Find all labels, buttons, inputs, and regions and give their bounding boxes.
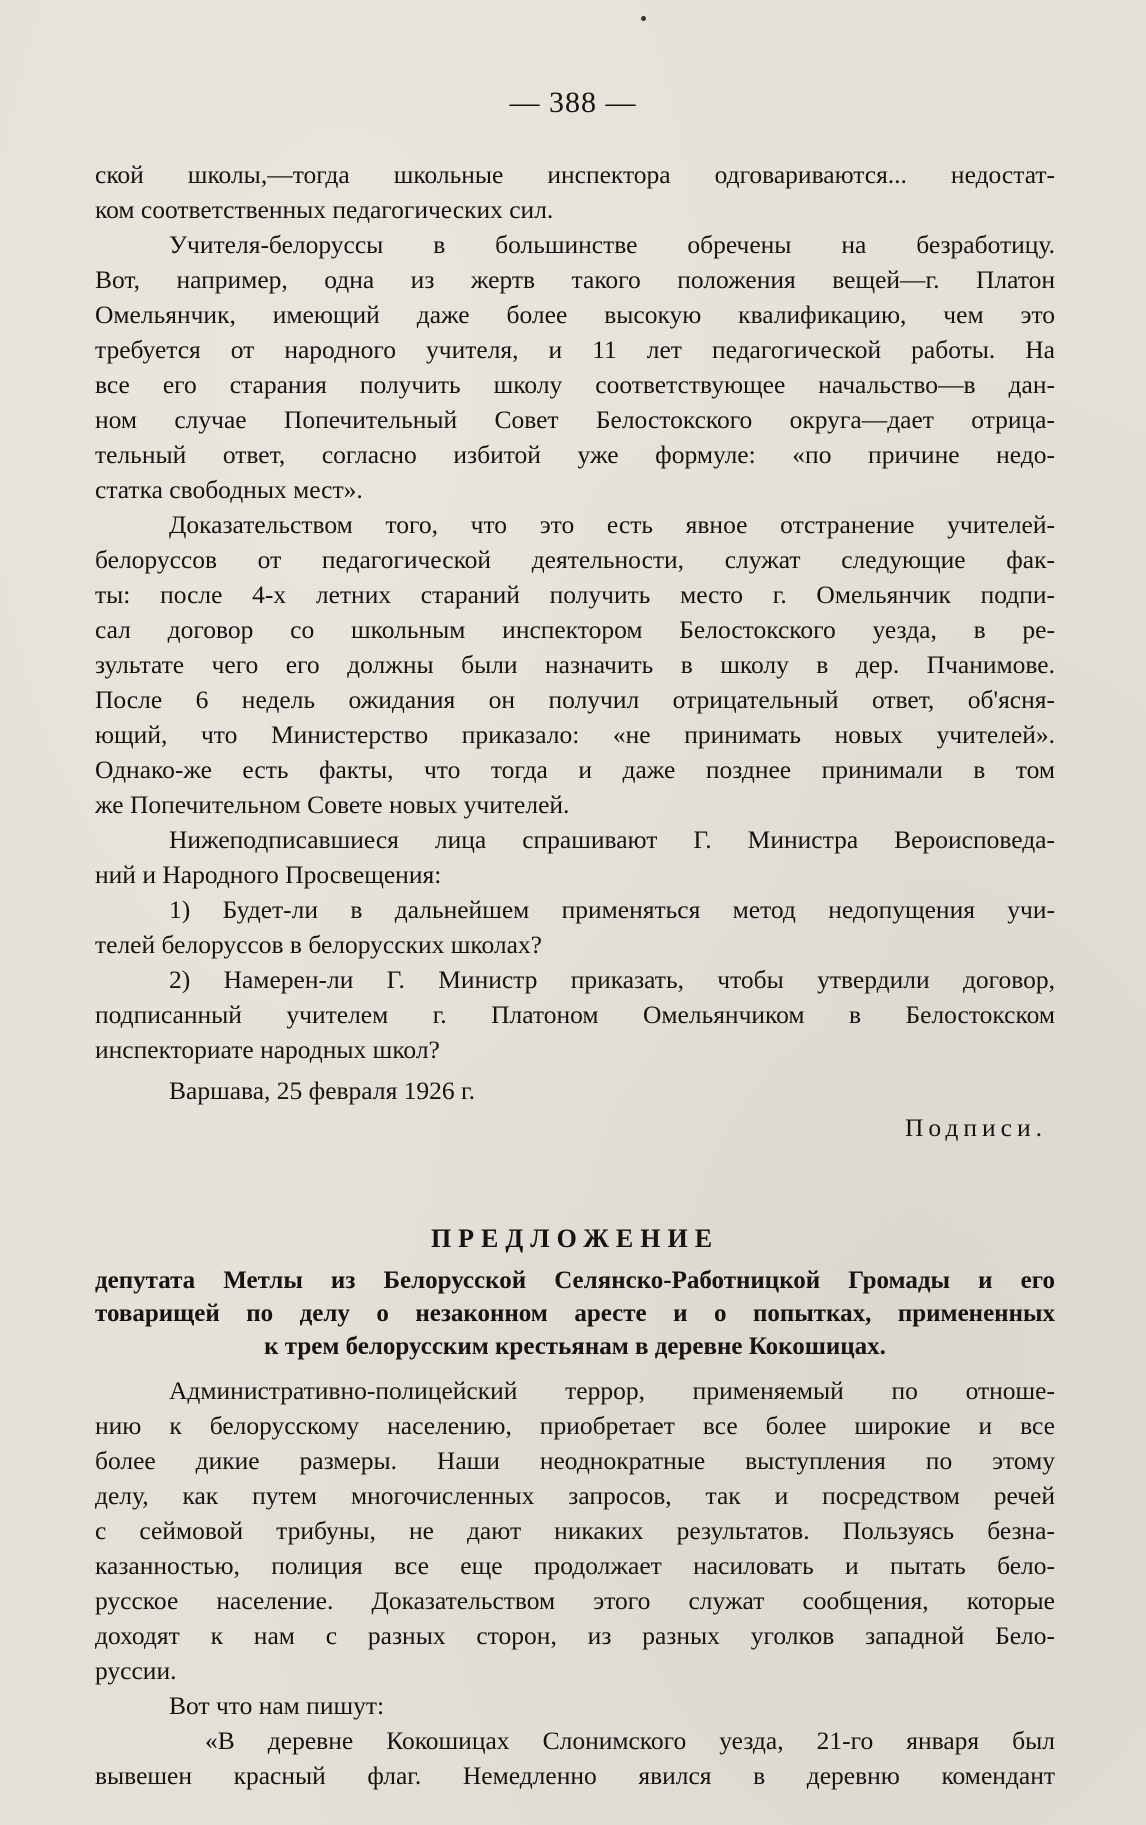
text-line: зультате чего его должны были назначить в школу в дер. Пчанимове. [95, 650, 1055, 679]
paragraph-start: Административно-полицейский террор, применяемый по отноше- [169, 1376, 1055, 1405]
text-line: доходят к нам с разных сторон, из разных уголков западной Бело- [95, 1621, 1055, 1650]
text-line: вывешен красный флаг. Немедленно явился в деревню комендант [95, 1761, 1055, 1790]
text-line: ком соответственных педагогических сил. [95, 195, 554, 224]
text-line: статка свободных мест». [95, 475, 363, 504]
text-line: подписанный учителем г. Платоном Омельянчиком в Белостокском [95, 1000, 1055, 1029]
text-line: сал договор со школьным инспектором Белостокского уезда, в ре- [95, 615, 1055, 644]
proposal-subheading [95, 1264, 1055, 1363]
page-number: — 388 — [509, 86, 637, 119]
text-line: ты: после 4-х летних стараний получить место г. Омельянчик подпи- [95, 580, 1055, 609]
text-line: нию к белорусскому населению, приобретает все более широкие и все [95, 1411, 1055, 1440]
text-line: тельный ответ, согласно избитой уже формуле: «по причине недо- [95, 440, 1055, 469]
text-line: После 6 недель ожидания он получил отрицательный ответ, об'ясня- [95, 685, 1055, 714]
text-line: Однако-же есть факты, что тогда и даже позднее принимали в том [95, 755, 1055, 784]
text-line: ющий, что Министерство приказало: «не принимать новых учителей». [95, 720, 1055, 749]
text-line: ний и Народного Просвещения: [95, 860, 442, 889]
text-line: же Попечительном Совете новых учителей. [95, 790, 570, 819]
proposal-body [95, 1373, 1055, 1793]
text-line: Омельянчик, имеющий даже более высокую квалификацию, чем это [95, 300, 1055, 329]
subheading-line: товарищей по делу о незаконном аресте и о попытках, примененных [95, 1300, 1055, 1327]
date-line: Варшава, 25 февраля 1926 г. [169, 1076, 476, 1105]
text-line: требуется от народного учителя, и 11 лет педагогической работы. На [95, 335, 1055, 364]
text-line: делу, как путем многочисленных запросов, так и посредством речей [95, 1481, 1055, 1510]
text-line: казанностью, полиция все еще продолжает насиловать и пытать бело- [95, 1551, 1055, 1580]
paragraph-start: Нижеподписавшиеся лица спрашивают Г. Министра Вероисповеда- [169, 825, 1055, 854]
text-line: белоруссов от педагогической деятельности, служат следующие фак- [95, 545, 1055, 574]
subheading-line: депутата Метлы из Белорусской Селянско-Работницкой Громады и его [95, 1267, 1055, 1294]
text-line: русское население. Доказательством этого служат сообщения, которые [95, 1586, 1055, 1615]
question-2: 2) Намерен-ли Г. Министр приказать, чтобы утвердили договор, [169, 965, 1055, 994]
subheading-line: к трем белорусским крестьянам в деревне Кокошицах. [264, 1333, 886, 1360]
text-line: ном случае Попечительный Совет Белостокского округа—дает отрица- [95, 405, 1055, 434]
text-line: все его старания получить школу соответствующее начальство—в дан- [95, 370, 1055, 399]
text-line: руссии. [95, 1656, 177, 1685]
print-speck [641, 16, 646, 21]
text-line: телей белоруссов в белорусских школах? [95, 930, 542, 959]
text-line: с сеймовой трибуны, не дают никаких результатов. Пользуясь безна- [95, 1516, 1055, 1545]
paragraph-start: Вот что нам пишут: [169, 1691, 385, 1720]
text-line: более дикие размеры. Наши неоднократные выступления по этому [95, 1446, 1055, 1475]
quote-start: «В деревне Кокошицах Слонимского уезда, 21-го января был [205, 1726, 1055, 1755]
document-text [95, 157, 1055, 1793]
question-1: 1) Будет-ли в дальнейшем применяться метод недопущения учи- [169, 895, 1055, 924]
proposal-heading: ПРЕДЛОЖЕНИЕ [430, 1224, 720, 1253]
text-line: ской школы,—тогда школьные инспектора одговариваются... недостат- [95, 160, 1055, 189]
paragraph-start: Учителя-белоруссы в большинстве обречены на безработицу. [169, 230, 1055, 259]
paragraph-start: Доказательством того, что это есть явное отстранение учителей- [169, 510, 1055, 539]
text-line: Вот, например, одна из жертв такого положения вещей—г. Платон [95, 265, 1055, 294]
signatures-label: Подписи. [904, 1113, 1047, 1142]
text-line: инспекториате народных школ? [95, 1035, 440, 1064]
